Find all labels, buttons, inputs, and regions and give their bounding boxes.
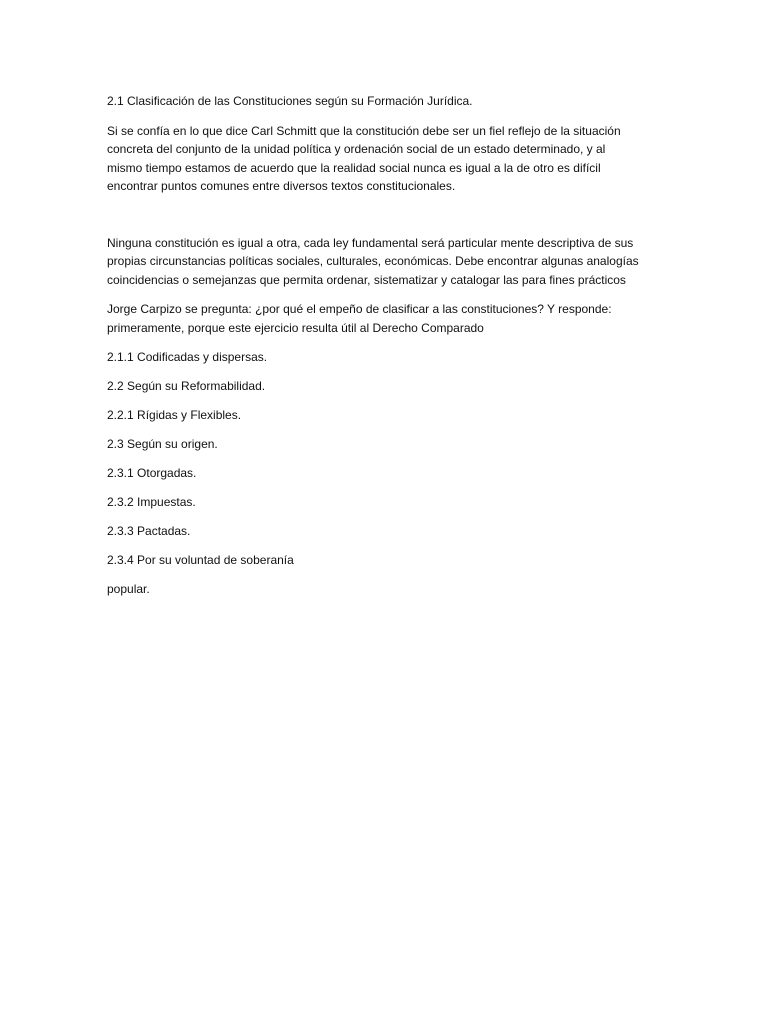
outline-item: 2.2 Según su Reformabilidad. — [107, 379, 266, 393]
section-heading: 2.1 Clasificación de las Constituciones según su Formación Jurídica. — [107, 94, 473, 108]
paragraph-schmitt — [107, 122, 657, 196]
paragraph-line: Si se confía en lo que dice Carl Schmitt que la constitución debe ser un fiel reflejo de la situación — [107, 123, 621, 138]
outline-item: 2.3.3 Pactadas. — [107, 524, 191, 538]
paragraph-line: concreta del conjunto de la unidad política y ordenación social de un estado determinado, y al — [107, 142, 606, 156]
outline-item: 2.2.1 Rígidas y Flexibles. — [107, 408, 242, 422]
outline-item: 2.1.1 Codificadas y dispersas. — [107, 350, 268, 364]
paragraph-line: primeramente, porque este ejercicio resulta útil al Derecho Comparado — [107, 320, 484, 335]
paragraph-ninguna — [107, 234, 657, 290]
outline-item: 2.3.1 Otorgadas. — [107, 466, 197, 480]
paragraph-line: propias circunstancias políticas sociales, culturales, económicas. Debe encontrar algunas analogías — [107, 254, 639, 268]
outline-item: 2.3.4 Por su voluntad de soberanía — [107, 553, 294, 567]
paragraph-carpizo — [107, 300, 657, 337]
outline-item: popular. — [107, 582, 150, 596]
document-body — [107, 92, 657, 609]
paragraph-line: mismo tiempo estamos de acuerdo que la realidad social nunca es igual a la de otro es difícil — [107, 160, 601, 175]
outline-item: 2.3.2 Impuestas. — [107, 495, 196, 509]
paragraph-line: coincidencias o semejanzas que permita ordenar, sistematizar y catalogar las para fines prácticos — [107, 272, 626, 287]
paragraph-line: encontrar puntos comunes entre diversos textos constitucionales. — [107, 179, 456, 193]
paragraph-line: Jorge Carpizo se pregunta: ¿por qué el empeño de clasificar a las constituciones? Y responde: — [107, 302, 612, 316]
paragraph-line: Ninguna constitución es igual a otra, cada ley fundamental será particular mente descriptiva de sus — [107, 235, 634, 250]
outline-item: 2.3 Según su origen. — [107, 437, 218, 451]
